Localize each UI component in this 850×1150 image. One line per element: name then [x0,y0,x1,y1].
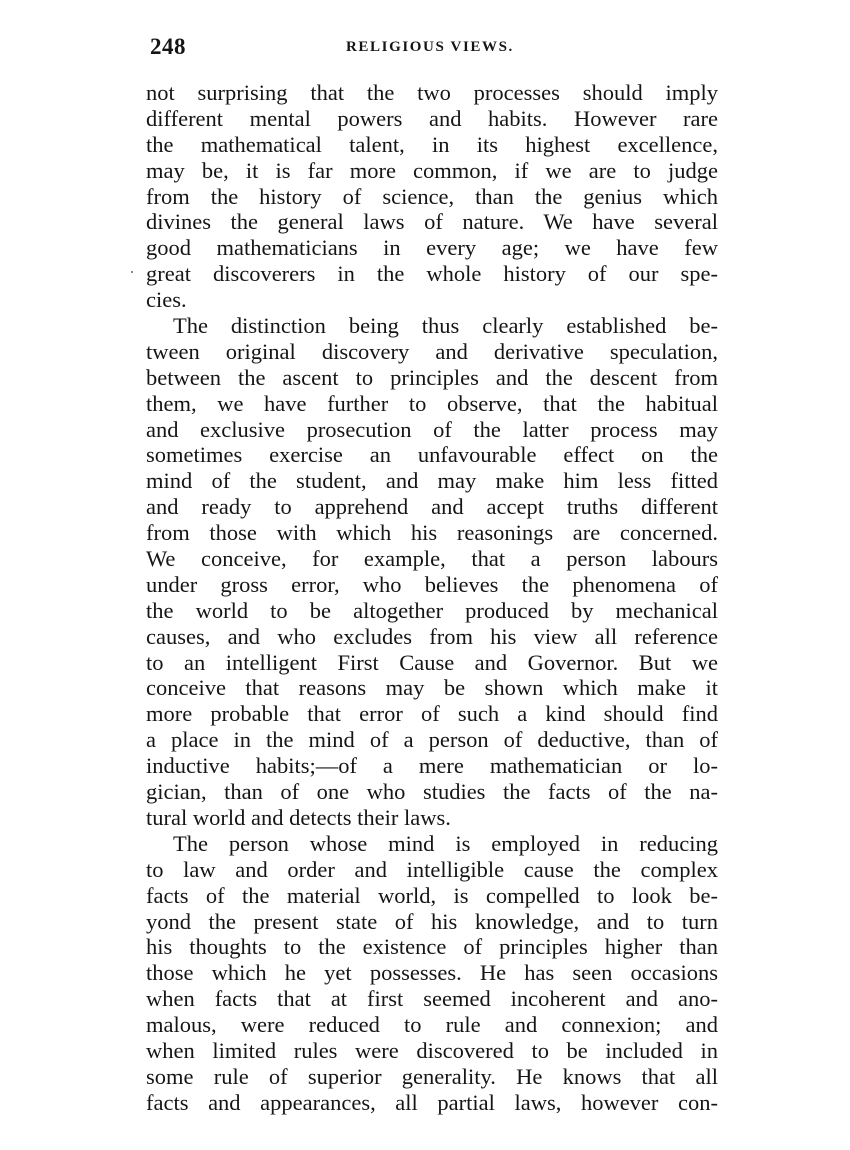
text-line: facts and appearances, all partial laws, however con- [146,1089,718,1115]
paragraph-start-line: The distinction being thus clearly established be- [173,313,718,339]
text-line: the mathematical talent, in its highest excellence, [146,131,718,157]
text-line: inductive habits;—of a mere mathematician or lo- [146,753,718,779]
text-line: gician, than of one who studies the facts of the na- [146,779,718,805]
text-line: from those with which his reasonings are concerned. [146,520,718,546]
text-line: cies. [146,287,187,313]
text-line: sometimes exercise an unfavourable effect on the [146,442,718,468]
text-line: may be, it is far more common, if we are to judge [146,157,718,183]
text-line: those which he yet possesses. He has seen occasions [146,960,718,986]
text-line: some rule of superior generality. He knows that all [146,1063,718,1089]
paragraph-start-line: The person whose mind is employed in reducing [173,830,718,856]
text-line: malous, were reduced to rule and connexion; and [146,1012,718,1038]
text-line: from the history of science, than the genius which [146,183,718,209]
text-line: to an intelligent First Cause and Governor. But we [146,649,718,675]
text-line: them, we have further to observe, that the habitual [146,390,718,416]
text-line: and exclusive prosecution of the latter process may [146,416,718,442]
text-line: when facts that at first seemed incoherent and ano- [146,986,718,1012]
text-line: his thoughts to the existence of principles higher than [146,934,718,960]
page-number: 248 [150,34,186,59]
text-line: not surprising that the two processes should imply [146,80,718,105]
text-line: and ready to apprehend and accept truths different [146,494,718,520]
text-line: conceive that reasons may be shown which make it [146,675,718,701]
text-line: when limited rules were discovered to be included in [146,1037,718,1063]
text-line: causes, and who excludes from his view all reference [146,623,718,649]
text-line: great discoverers in the whole history of our spe- [146,261,718,287]
text-line: more probable that error of such a kind should find [146,701,718,727]
text-line: mind of the student, and may make him less fitted [146,468,718,494]
text-line: tween original discovery and derivative speculation, [146,338,718,364]
text-line: under gross error, who believes the phenomena of [146,571,718,597]
text-line: good mathematicians in every age; we have few [146,235,718,261]
text-line: to law and order and intelligible cause the complex [146,856,718,882]
text-line: divines the general laws of nature. We have several [146,209,718,235]
text-line: the world to be altogether produced by mechanical [146,597,718,623]
text-line: We conceive, for example, that a person labours [146,546,718,572]
text-line: different mental powers and habits. However rare [146,105,718,131]
text-line: facts of the material world, is compelled to look be- [146,882,718,908]
print-speck [131,271,133,273]
text-line: yond the present state of his knowledge, and to turn [146,908,718,934]
text-line: between the ascent to principles and the descent from [146,364,718,390]
text-line: a place in the mind of a person of deductive, than of [146,727,718,753]
page-header [150,34,720,68]
body-text [146,80,718,1116]
running-head: RELIGIOUS VIEWS. [346,39,514,55]
text-line: tural world and detects their laws. [146,804,451,830]
